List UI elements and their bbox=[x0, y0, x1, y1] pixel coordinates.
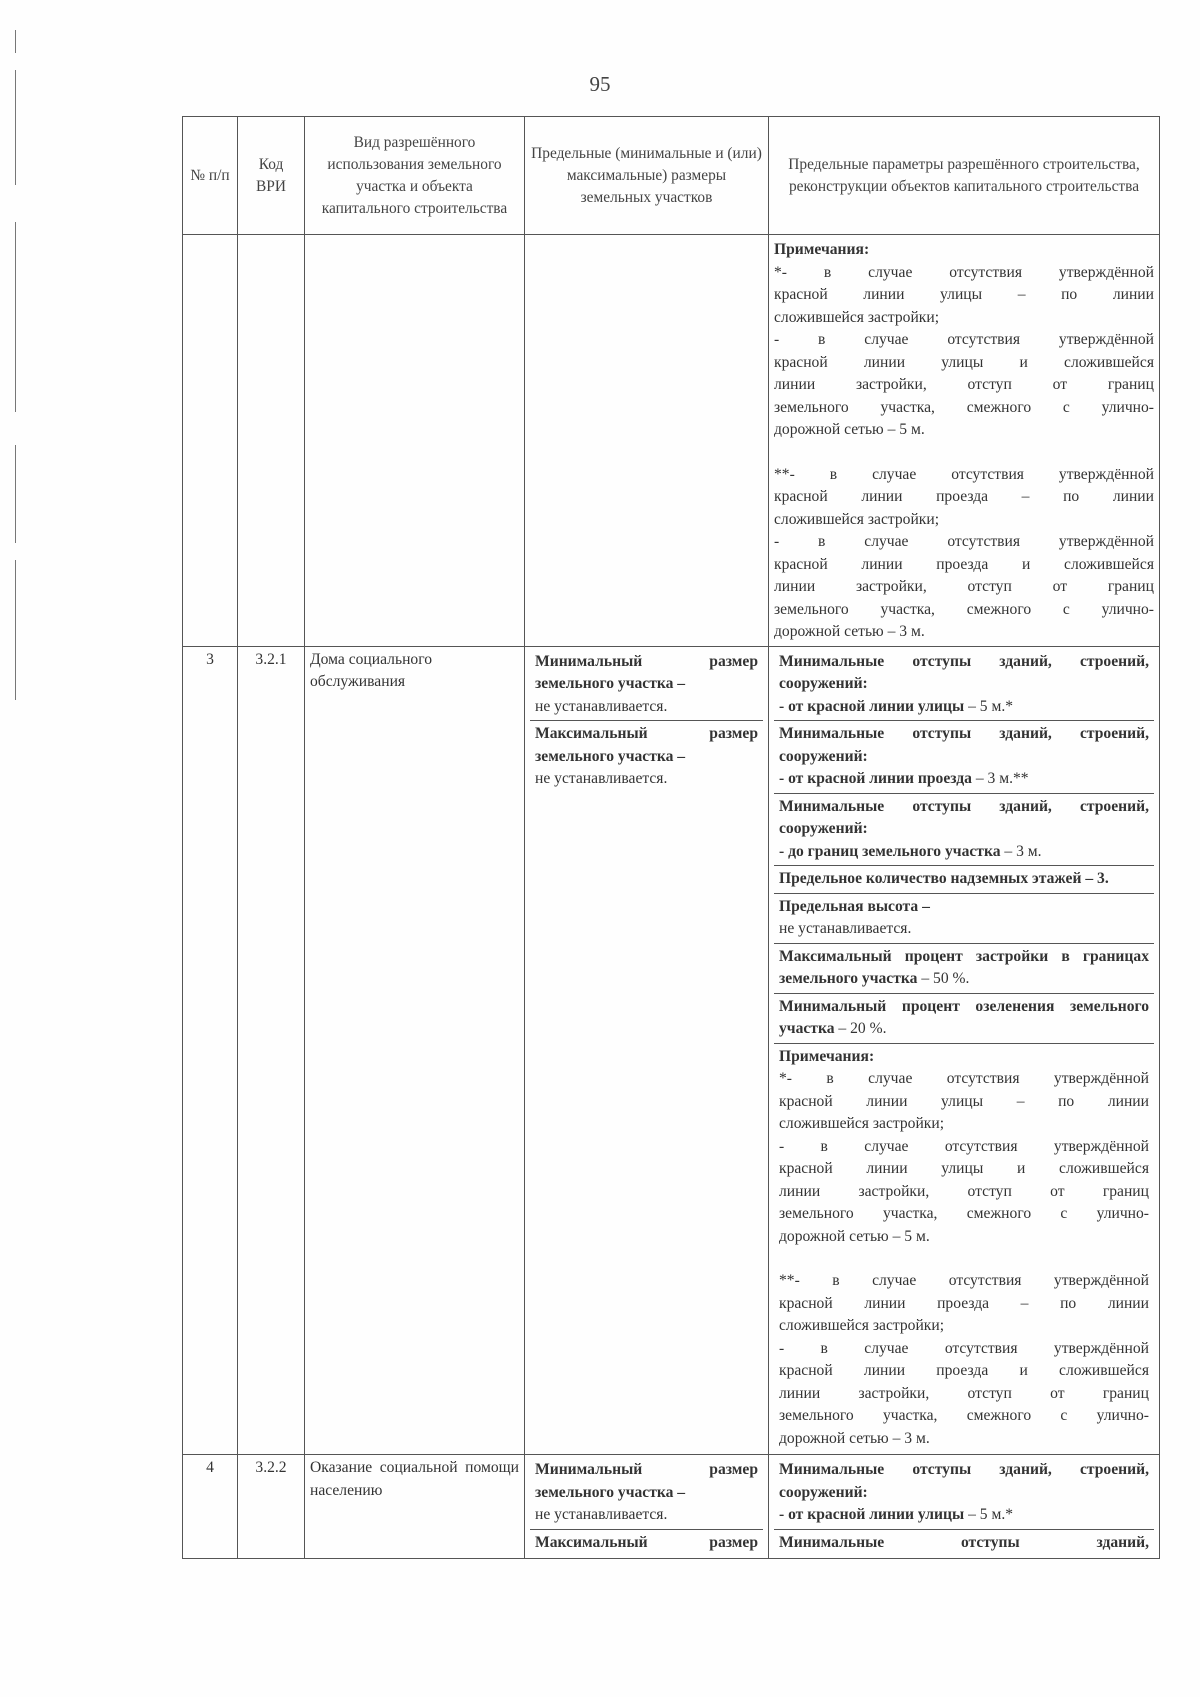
param-height: Предельная высота – bbox=[779, 897, 930, 915]
notes-cell bbox=[769, 235, 1160, 647]
table-row-4 bbox=[183, 1455, 1160, 1559]
max-size-label: Максимальный размер земельного участка – bbox=[535, 725, 758, 765]
note-line: красной линии проезда – по линии bbox=[779, 1294, 1149, 1312]
min-size-value: не устанавливается. bbox=[535, 697, 668, 715]
min-size-label: Минимальный размер земельного участка – bbox=[535, 652, 758, 692]
note-line: красной линии улицы и сложившейся bbox=[774, 353, 1154, 371]
cell-sizes bbox=[525, 1455, 769, 1559]
note-line: линии застройки, отступ от границ bbox=[774, 376, 1154, 393]
param-green-percent: Минимальный процент озеленения земельного участка bbox=[779, 997, 1149, 1037]
page-number: 95 bbox=[589, 72, 611, 96]
note-line: сложившейся застройки; bbox=[779, 1115, 945, 1132]
note-line: красной линии проезда и сложившейся bbox=[774, 555, 1154, 573]
cell-code: 3.2.1 bbox=[238, 646, 305, 1455]
note-line: красной линии улицы – по линии bbox=[779, 1092, 1149, 1110]
min-size-label: Минимальный размер земельного участка – bbox=[535, 1461, 758, 1501]
note-line: красной линии проезда и сложившейся bbox=[779, 1362, 1149, 1379]
param-build-percent: Максимальный процент застройки в границах земельного участка bbox=[779, 947, 1149, 987]
note-line: - в случае отсутствия утверждённой bbox=[779, 1339, 1149, 1357]
header-code: Код ВРИ bbox=[238, 117, 305, 235]
cell-kind bbox=[305, 235, 525, 647]
cell-params: Минимальные отступы зданий, строений, сооружений: - от красной линии улицы – 5 м.* Минимальные отступы зданий, bbox=[769, 1455, 1160, 1559]
max-size-value: не устанавливается. bbox=[535, 770, 668, 787]
note-line: сложившейся застройки; bbox=[779, 1317, 945, 1334]
notes-title: Примечания: bbox=[779, 1047, 875, 1065]
note-line: земельного участка, смежного с улично- bbox=[779, 1407, 1149, 1424]
note-line: земельного участка, смежного с улично- bbox=[774, 600, 1154, 618]
note-line: земельного участка, смежного с улично- bbox=[779, 1205, 1149, 1222]
scan-margin-mark bbox=[15, 222, 16, 412]
cell-sizes bbox=[525, 646, 769, 1455]
param-setbacks-driveway: Минимальные отступы зданий, строений, сооружений: bbox=[779, 725, 1149, 765]
note-line: красной линии улицы – по линии bbox=[774, 286, 1154, 303]
header-kind: Вид разрешённого использования земельного участка и объекта капитального строительства bbox=[305, 117, 525, 235]
note-line: - в случае отсутствия утверждённой bbox=[774, 533, 1154, 550]
min-size-value: не устанавливается. bbox=[535, 1506, 668, 1523]
cell-num: 3 bbox=[183, 646, 238, 1455]
param-setbacks-street: Минимальные отступы зданий, строений, сооружений: bbox=[779, 1461, 1149, 1501]
notes-title: Примечания: bbox=[774, 241, 870, 258]
note-line: дорожной сетью – 3 м. bbox=[779, 1429, 930, 1447]
max-size-label: Максимальный размер bbox=[535, 1533, 758, 1551]
cell-num bbox=[183, 235, 238, 647]
note-line: **- в случае отсутствия утверждённой bbox=[774, 465, 1154, 483]
cell-params: Минимальные отступы зданий, строений, сооружений: - от красной линии улицы – 5 м.* Минимальные отступы зданий, строений, сооружений: - от красной линии проезда – 3 м.** Минимальные отступы зданий, строений, сооружений: - до границ земельного участка – 3 м. Предельное количество надземных этажей – 3. Предельная высота – не устанавливается. Максимальный процент застройки в границах земельного участка – 50 %. Минимальный процент озеленения земельного участка – 20 %. Примечания: *- в случае отсутствия утверждённой красной линии улицы – по линии сложившейся застройки; - в случае отсутствия утверждённой красной линии улицы и сложившейся линии застройки, отступ от границ земельного участка, смежного с улично- дорожной сетью – 5 м. **- в случае отсутствия утверждённой красной линии проезда – по линии сложившейся застройки; - в случае отсутствия утверждённой красной линии проезда и сложившейся линии застройки, отступ от границ земельного участка, смежного с улично- дорожной сетью – 3 м. bbox=[769, 646, 1160, 1455]
param-setbacks-driveway: Минимальные отступы зданий, bbox=[779, 1533, 1149, 1551]
param-setbacks-boundary: Минимальные отступы зданий, строений, сооружений: bbox=[779, 797, 1149, 837]
header-params: Предельные параметры разрешённого строительства, реконструкции объектов капитального строительства bbox=[769, 117, 1160, 235]
header-sizes: Предельные (минимальные и (или) максимальные) размеры земельных участков bbox=[525, 117, 769, 235]
scan-margin-mark bbox=[15, 560, 16, 700]
note-line: **- в случае отсутствия утверждённой bbox=[779, 1272, 1149, 1289]
note-line: *- в случае отсутствия утверждённой bbox=[779, 1070, 1149, 1087]
table-row-continuation bbox=[183, 235, 1160, 647]
note-line: линии застройки, отступ от границ bbox=[779, 1384, 1149, 1402]
cell-kind: Оказание социальной помощи населению bbox=[305, 1455, 525, 1559]
header-row bbox=[183, 117, 1160, 235]
cell-kind: Дома социального обслуживания bbox=[305, 646, 525, 1455]
note-line: земельного участка, смежного с улично- bbox=[774, 398, 1154, 416]
notes-cell bbox=[774, 1043, 1154, 1452]
regulations-table bbox=[182, 116, 1160, 1559]
cell-sizes bbox=[525, 235, 769, 647]
note-line: красной линии улицы и сложившейся bbox=[779, 1160, 1149, 1177]
cell-code bbox=[238, 235, 305, 647]
note-line: сложившейся застройки; bbox=[774, 510, 940, 528]
cell-num: 4 bbox=[183, 1455, 238, 1559]
cell-code: 3.2.2 bbox=[238, 1455, 305, 1559]
note-line: сложившейся застройки; bbox=[774, 308, 940, 326]
note-line: дорожной сетью – 5 м. bbox=[774, 421, 925, 438]
scan-margin-mark bbox=[15, 30, 16, 53]
note-line: дорожной сетью – 3 м. bbox=[774, 623, 925, 640]
note-line: линии застройки, отступ от границ bbox=[774, 578, 1154, 595]
note-line: красной линии проезда – по линии bbox=[774, 488, 1154, 505]
header-num: № п/п bbox=[183, 117, 238, 235]
note-line: *- в случае отсутствия утверждённой bbox=[774, 263, 1154, 281]
note-line: - в случае отсутствия утверждённой bbox=[774, 331, 1154, 348]
param-floors: Предельное количество надземных этажей – 3. bbox=[779, 870, 1109, 887]
note-line: - в случае отсутствия утверждённой bbox=[779, 1137, 1149, 1155]
table-row-3 bbox=[183, 646, 1160, 1455]
param-setbacks-street: Минимальные отступы зданий, строений, сооружений: bbox=[779, 652, 1149, 692]
scan-margin-mark bbox=[15, 445, 16, 543]
note-line: дорожной сетью – 5 м. bbox=[779, 1227, 930, 1245]
note-line: линии застройки, отступ от границ bbox=[779, 1182, 1149, 1200]
